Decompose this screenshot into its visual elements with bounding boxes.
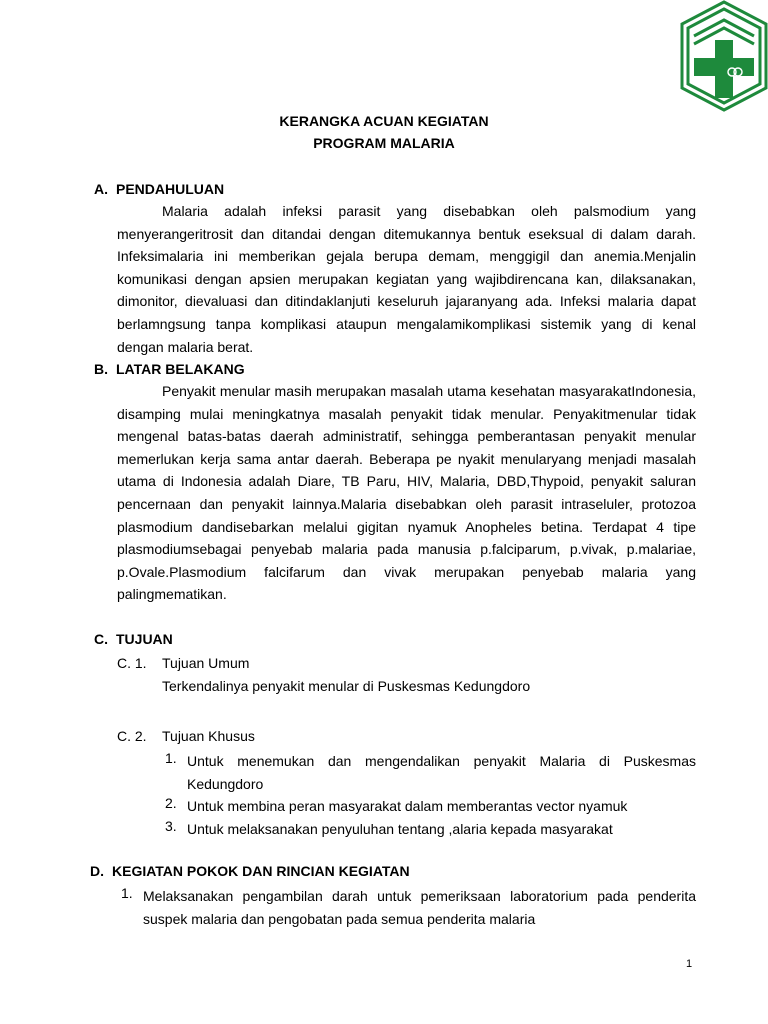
section-c-heading bbox=[94, 631, 173, 647]
section-d-title: KEGIATAN POKOK DAN RINCIAN KEGIATAN bbox=[112, 863, 410, 879]
section-a-body: Malaria adalah infeksi parasit yang disebabkan oleh palsmodium yang menyerangeritrosit dan ditandai dengan ditemukannya bentuk eseksual di dalam darah. Infeksimalaria ini memberikan gejala berupa demam, menggigil dan anemia.Menjalin komunikasi dengan apsien merupakan kegiatan yang wajibdirencana kan, dilaksanakan, dimonitor, dievaluasi dan ditindaklanjuti keseluruh jajaranyang ada. Infeksi malaria dapat berlamngsung tanpa komplikasi ataupun mengalamikomplikasi sistemik yang di kenal dengan malaria berat. bbox=[117, 203, 696, 355]
document-subtitle: PROGRAM MALARIA bbox=[313, 135, 455, 151]
c2-item-number: 1. bbox=[165, 750, 177, 766]
puskesmas-logo bbox=[680, 0, 768, 112]
c2-item-number: 3. bbox=[165, 818, 177, 834]
section-d-heading bbox=[90, 863, 410, 879]
c1-text: Terkendalinya penyakit menular di Puskesmas Kedungdoro bbox=[162, 678, 531, 694]
puskesmas-cross-icon bbox=[680, 0, 768, 112]
c1-label: C. 1. bbox=[117, 655, 147, 671]
section-a-heading bbox=[94, 181, 224, 197]
section-c-title: TUJUAN bbox=[116, 631, 173, 647]
d-item-number: 1. bbox=[121, 885, 133, 901]
c1-title: Tujuan Umum bbox=[162, 655, 250, 671]
section-d-letter: D. bbox=[90, 863, 104, 879]
document-title: KERANGKA ACUAN KEGIATAN bbox=[279, 113, 489, 129]
c2-item-text: Untuk melaksanakan penyuluhan tentang ,alaria kepada masyarakat bbox=[187, 821, 613, 837]
c2-item-number: 2. bbox=[165, 795, 177, 811]
section-c-letter: C. bbox=[94, 631, 108, 647]
c2-title: Tujuan Khusus bbox=[162, 728, 255, 744]
c2-item-text: Untuk membina peran masyarakat dalam memberantas vector nyamuk bbox=[187, 798, 628, 814]
c2-label: C. 2. bbox=[117, 728, 147, 744]
d-item-text: Melaksanakan pengambilan darah untuk pemeriksaan laboratorium pada penderita suspek malaria dan pengobatan pada semua penderita malaria bbox=[143, 888, 696, 927]
c2-item-text: Untuk menemukan dan mengendalikan penyakit Malaria di Puskesmas Kedungdoro bbox=[187, 753, 696, 792]
section-b-body: Penyakit menular masih merupakan masalah utama kesehatan masyarakatIndonesia, disamping mulai meningkatnya masalah penyakit tidak menular. Penyakitmenular tidak mengenal batas-batas daerah administratif, sehingga pemberantasan penyakit menular memerlukan kerja sama antar daerah. Beberapa pe nyakit menularyang menjadi masalah utama di Indonesia adalah Diare, TB Paru, HIV, Malaria, DBD,Thypoid, penyakit saluran pencernaan dan penyakit lainnya.Malaria disebabkan oleh parasit intraseluler, protozoa plasmodium dandisebarkan melalui gigitan nyamuk Anopheles betina. Terdapat 4 tipe plasmodiumsebagai penyebab malaria pada manusia p.falciparum, p.vivak, p.malariae, p.Ovale.Plasmodium falcifarum dan vivak merupakan penyebab malaria yang palingmematikan. bbox=[117, 383, 696, 603]
section-a-title: PENDAHULUAN bbox=[116, 181, 225, 197]
section-b-title: LATAR BELAKANG bbox=[116, 361, 245, 377]
section-a-letter: A. bbox=[94, 181, 108, 197]
section-b-heading bbox=[94, 361, 245, 377]
section-b-letter: B. bbox=[94, 361, 108, 377]
page-number: 1 bbox=[686, 958, 693, 970]
